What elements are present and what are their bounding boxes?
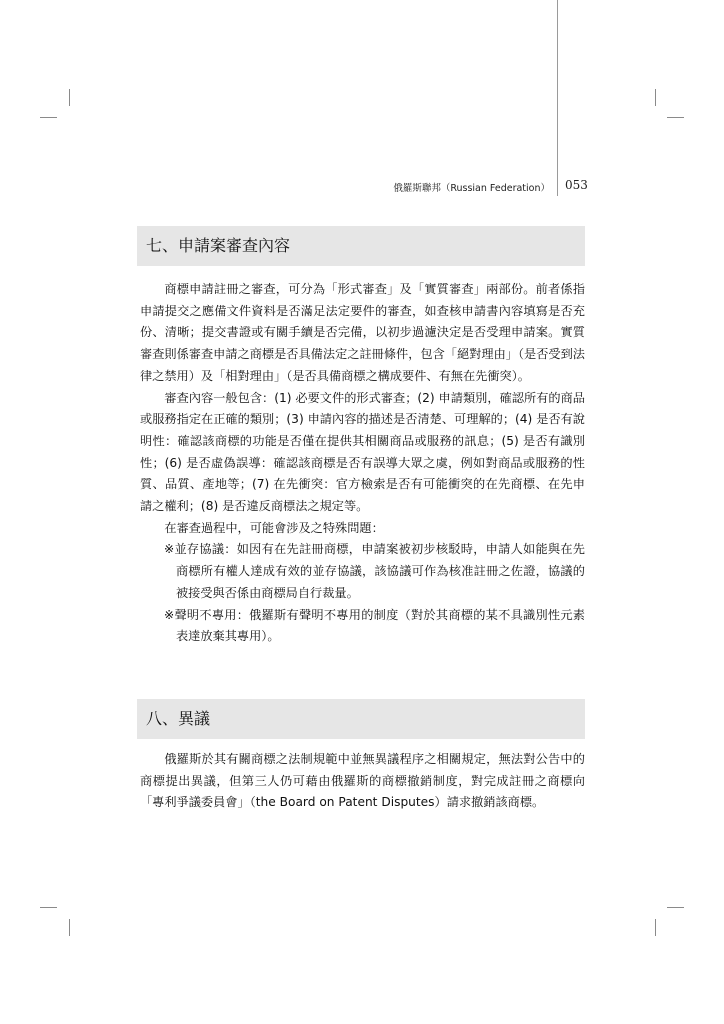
header-divider [557, 0, 558, 196]
paragraph: 在審查過程中，可能會涉及之特殊問題： [164, 520, 384, 535]
section-heading-7 [137, 226, 585, 266]
paragraph: 商標申請註冊之審查，可分為「形式審查」及「實質審查」兩部份。前者係指申請提交之應備文件資料是否滿足法定要件的審查，如查核申請書內容填寫是否充份、清晰；提交書證或有關手續是否完備，以初步過濾決定是否受理申請案。實質審查則係審查申請之商標是否具備法定之註冊條件，包含「絕對理由」（是否受到法律之禁用）及「相對理由」（是否具備商標之構成要件、有無在先衝突）。 [140, 282, 585, 383]
section-heading-8 [137, 699, 585, 739]
crop-mark [69, 919, 70, 936]
paragraph: 俄羅斯於其有關商標之法制規範中並無異議程序之相關規定，無法對公告中的商標提出異議，但第三人仍可藉由俄羅斯的商標撤銷制度，對完成註冊之商標向「專利爭議委員會」（the Board on Patent Disputes）請求撤銷該商標。 [140, 752, 585, 810]
crop-mark [655, 89, 656, 106]
crop-mark [655, 919, 656, 936]
section-title: 七、申請案審查內容 [146, 236, 291, 255]
crop-mark [69, 89, 70, 106]
paragraph: 審查內容一般包含：(1) 必要文件的形式審查；(2) 申請類別，確認所有的商品或服務指定在正確的類別；(3) 申請內容的描述是否清楚、可理解的；(4) 是否有說明性：確認該商標的功能是否僅在提供其相關商品或服務的訊息；(5) 是否有識別性；(6) 是否虛偽誤導：確認該商標是否有誤導大眾之虞，例如對商品或服務的性質、品質、產地等；(7) 在先衝突：官方檢索是否有可能衝突的在先商標、在先申請之權利；(8) 是否違反商標法之規定等。 [140, 390, 585, 514]
section-title: 八、異議 [146, 709, 211, 728]
note-disclaimer: ※聲明不專用：俄羅斯有聲明不專用的制度（對於其商標的某不具識別性元素表達放棄其專用）。 [164, 607, 585, 644]
note-coexistence-agreement: ※並存協議：如因有在先註冊商標，申請案被初步核駁時，申請人如能與在先商標所有權人達成有效的並存協議，該協議可作為核准註冊之佐證，協議的被接受與否係由商標局自行裁量。 [164, 542, 585, 600]
crop-mark [40, 117, 57, 118]
section-7-body [140, 279, 585, 648]
section-8-body [140, 749, 585, 814]
running-header: 俄羅斯聯邦（Russian Federation） [393, 183, 550, 194]
crop-mark [40, 907, 57, 908]
page-number: 053 [565, 178, 588, 192]
crop-mark [667, 117, 684, 118]
crop-mark [667, 907, 684, 908]
